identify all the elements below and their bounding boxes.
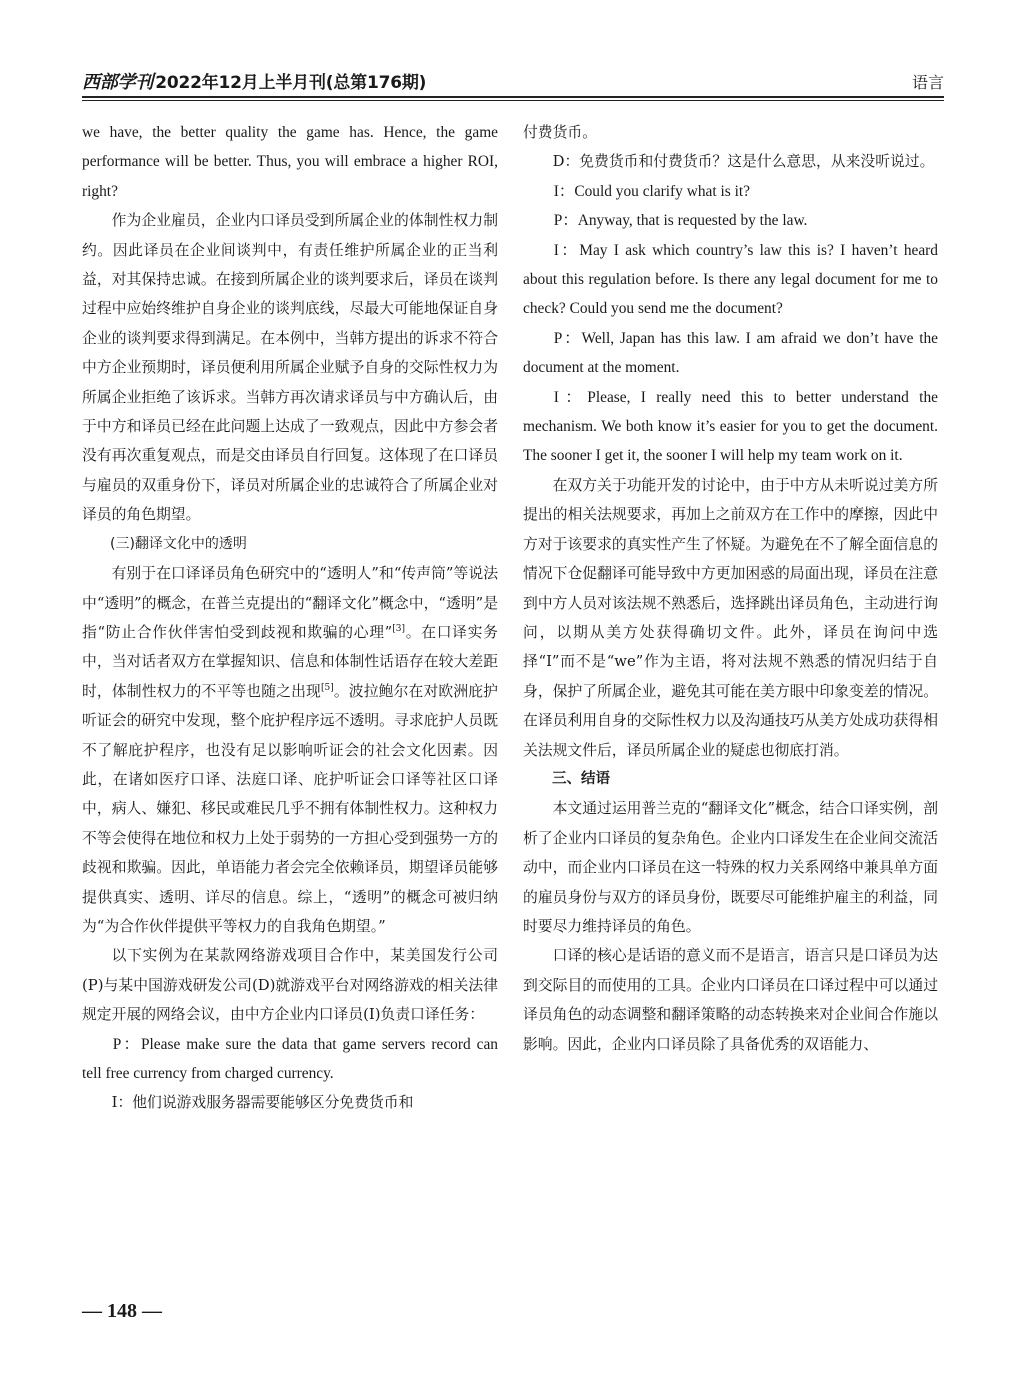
paragraph-text-part: 。波拉鲍尔在对欧洲庇护听证会的研究中发现，整个庇护程序远不透明。寻求庇护人员既不了解庇护程序，也没有足以影响听证会的社会文化因素。因此，在诸如医疗口译、法庭口译、庇护听证会口译等社区口译中，病人、嫌犯、移民或难民几乎不拥有体制性权力。这种权力不等会使得在地位和权力上处于弱势的一方担心受到强势一方的歧视和欺骗。因此，单语能力者会完全依赖译员，期望译员能够提供真实、透明、详尽的信息。综上，“透明”的概念可被归纳为“为合作伙伴提供平等权力的自我角色期望。”: [82, 682, 498, 935]
body-paragraph-analysis: 在双方关于功能开发的讨论中，由于中方从未听说过美方所提出的相关法规要求，再加上之前双方在工作中的摩擦，因此中方对于该要求的真实性产生了怀疑。为避免在不了解全面信息的情况下仓促翻译可能导致中方更加困惑的局面出现，译员在注意到中方人员对该法规不熟悉后，选择跳出译员角色，主动进行询问，以期从美方处获得确切文件。此外，译员在询问中选择“I”而不是“we”作为主语，将对法规不熟悉的情况归结于自身，保护了所属企业，避免其可能在美方眼中印象变差的情况。在译员利用自身的交际性权力以及沟通技巧从美方处成功获得相关法规文件后，译员所属企业的疑虑也彻底打消。: [523, 476, 938, 759]
dialogue-line-p: P：Please make sure the data that game servers record can tell free currency from charged currency.: [82, 1035, 498, 1082]
left-column: [82, 118, 498, 1118]
body-paragraph-conclusion: 本文通过运用普兰克的“翻译文化”概念，结合口译实例，剖析了企业内口译员的复杂角色。企业内口译发生在企业间交流活动中，而企业内口译员在这一特殊的权力关系网络中兼具单方面的雇员身份与双方的译员身份，既要尽可能维护雇主的利益，同时要尽力维持译员的角色。: [523, 800, 938, 935]
body-paragraph: 作为企业雇员，企业内口译员受到所属企业的体制性权力制约。因此译员在企业间谈判中，有责任维护所属企业的正当利益，对其保持忠诚。在接到所属企业的谈判要求后，译员在谈判过程中应始终维护自身企业的谈判底线，尽最大可能地保证自身企业的谈判要求得到满足。在本例中，当韩方提出的诉求不符合中方企业预期时，译员便利用所属企业赋予自身的交际性权力为所属企业拒绝了该诉求。当韩方再次请求译员与中方确认后，由于中方和译员已经在此问题上达成了一致观点，因此中方参会者没有再次重复观点，而是交由译员自行回复。这体现了在口译员与雇员的双重身份下，译员对所属企业的忠诚符合了所属企业对译员的角色期望。: [82, 212, 498, 524]
dialogue-line-p: P：Anyway, that is requested by the law.: [553, 212, 808, 230]
dialogue-line-d: D：免费货币和付费货币？这是什么意思，从来没听说过。: [552, 153, 935, 171]
header-rule-thick: [82, 96, 944, 98]
dialogue-line-continued: 付费货币。: [523, 124, 597, 141]
section-label: 语言: [911, 73, 944, 92]
dialogue-line-i: I：他们说游戏服务器需要能够区分免费货币和: [111, 1094, 414, 1112]
issue-info: 2022年12月上半月刊(总第176期): [155, 73, 427, 93]
citation-ref-3: [3]: [392, 623, 405, 634]
header-rule-thin: [82, 100, 944, 101]
dialogue-line-i: I：Please, I really need this to better understand the mechanism. We both know it’s easier for you to get the document. The sooner I get it, the sooner I will help my team work on it.: [523, 388, 938, 465]
dialogue-line-p: P：Well, Japan has this law. I am afraid we don’t have the document at the moment.: [523, 329, 938, 377]
section-heading: 三、结语: [552, 770, 610, 787]
journal-header: [82, 68, 426, 94]
journal-logo: 西部学刊: [82, 72, 154, 93]
body-paragraph-conclusion-2: 口译的核心是话语的意义而不是语言，语言只是口译员为达到交际目的而使用的工具。企业内口译员在口译过程中可以通过译员角色的动态调整和翻译策略的动态转换来对企业间合作施以影响。因此，企业内口译员除了具备优秀的双语能力、: [523, 947, 938, 1053]
paragraph-text-part: 有别于在口译译员角色研究中的“透明人”和“传声筒”等说法中“透明”的概念，在普兰克提出的“翻译文化”概念中，“透明”是指“防止合作伙伴害怕受到歧视和欺骗的心理”: [82, 565, 498, 641]
subsection-heading: (三)翻译文化中的透明: [110, 535, 247, 552]
body-paragraph-example-intro: 以下实例为在某款网络游戏项目合作中，某美国发行公司(P)与某中国游戏研发公司(D)就游戏平台对网络游戏的相关法律规定开展的网络会议，由中方企业内口译员(I)负责口译任务：: [82, 947, 498, 1024]
dialogue-line-i: I：Could you clarify what is it?: [553, 182, 750, 200]
dialogue-line-i: I：May I ask which country’s law this is? I haven’t heard about this regulation before. Is there any legal document for me to check? Could you send me the document?: [523, 241, 938, 318]
running-header: [82, 66, 944, 96]
english-dialogue-continued: we have, the better quality the game has. Hence, the game performance will be better. Thus, you will embrace a higher ROI, right?: [82, 124, 498, 200]
citation-ref-5: [5]: [320, 682, 334, 693]
page-number: — 148 —: [82, 1300, 162, 1322]
paragraph-text-part: 。在口译实务中，当对话者双方在掌握知识、信息和体制性话语存在较大差距时，体制性权力的不平等也随之出现: [82, 623, 498, 700]
body-paragraph-transparency: [82, 559, 498, 941]
right-column: [523, 118, 938, 1059]
